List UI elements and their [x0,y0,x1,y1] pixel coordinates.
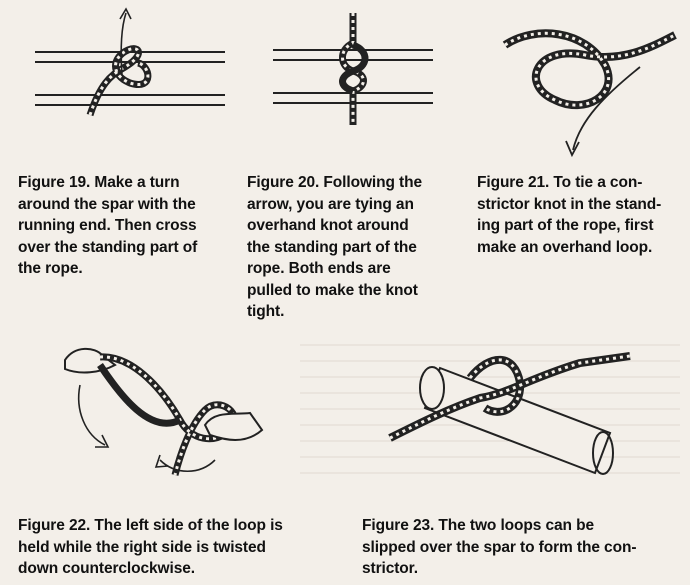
caption-line: arrow, you are tying an [247,195,414,213]
figure-22-caption [18,515,348,580]
caption-line: over the standing part of [18,238,198,256]
caption-line: ing part of the rope, first [477,217,654,234]
caption-line: Figure 20. Following the [247,174,422,191]
caption-line: down counterclockwise. [18,560,195,577]
figure-20-illustration [268,5,438,125]
caption-line: strictor. [362,560,418,577]
caption-line: the standing part of the [247,238,417,256]
caption-line: overhand knot around [247,217,409,234]
figure-20-caption [247,172,457,323]
figure-19-caption [18,172,238,280]
figure-23-caption [362,515,682,580]
caption-line: tight. [247,303,285,320]
figure-22-illustration [40,335,270,485]
caption-line: Figure 19. Make a turn [18,174,180,191]
caption-line: Figure 21. To tie a con- [477,174,643,191]
caption-line: Figure 23. The two loops can be [362,517,595,534]
caption-line: slipped over the spar to form the con- [362,538,637,556]
caption-line: rope. Both ends are [247,260,391,277]
caption-line: strictor knot in the stand- [477,195,662,213]
caption-line: make an overhand loop. [477,238,653,256]
caption-line: around the spar with the [18,195,196,213]
figure-21-caption [477,172,689,258]
figure-19-illustration [30,5,230,125]
caption-line: held while the right side is twisted [18,538,266,556]
figure-21-illustration [495,5,685,165]
caption-line: running end. Then cross [18,217,197,234]
caption-line: the rope. [18,260,83,277]
caption-line: Figure 22. The left side of the loop is [18,517,283,534]
figure-23-illustration [380,338,680,488]
caption-line: pulled to make the knot [247,281,418,299]
